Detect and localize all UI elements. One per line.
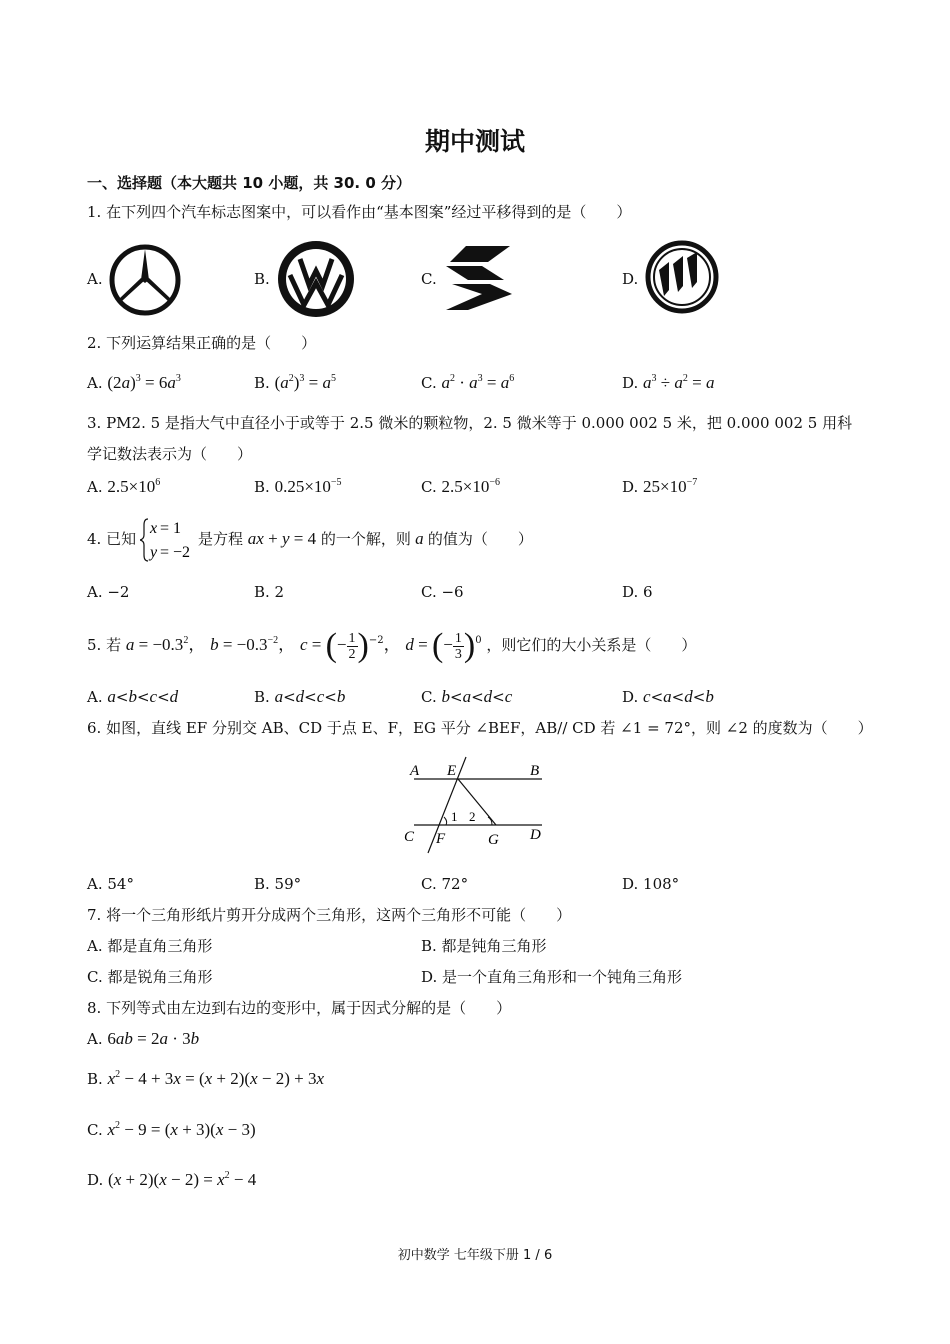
svg-text:D: D <box>530 827 541 843</box>
q7-option-c: C. 都是锐角三角形 <box>87 968 213 986</box>
page-title: 期中测试 <box>424 127 525 156</box>
q2-option-d-label: D. <box>622 374 639 392</box>
q2-option-b: B. $(a^2)^3 = a^5$ <box>254 373 337 392</box>
q8-option-c-label: C. <box>87 1121 103 1139</box>
q2-option-d: D. $a^3 \div a^2 = a$ <box>622 373 715 392</box>
question-1-stem: 1. 在下列四个汽车标志图案中，可以看作由“基本图案”经过平移得到的是（ ） <box>87 203 632 221</box>
q5-option-a: A. a<b<c<d <box>87 687 179 706</box>
question-8-stem: 8. 下列等式由左边到右边的变形中，属于因式分解的是（ ） <box>87 999 512 1017</box>
q3-option-c: C. $2.5\times 10^{-6}$ <box>421 477 500 496</box>
q5-option-b: B. a<d<c<b <box>254 687 346 706</box>
q4-mid-text: 是方程 <box>198 530 244 548</box>
q5-option-d: D. c<a<d<b <box>622 687 714 706</box>
svg-text:1: 1 <box>451 809 458 824</box>
q4-prefix: 4. 已知 <box>87 530 137 548</box>
q7-option-a: A. 都是直角三角形 <box>87 937 213 955</box>
q4-post2-text: 的值为（ ） <box>427 530 533 548</box>
q1-option-b-label: B. <box>254 270 270 288</box>
q8-option-d: D. $(x + 2)(x - 2) = x^2 - 4$ <box>87 1170 257 1189</box>
question-7-stem: 7. 将一个三角形纸片剪开分成两个三角形，这两个三角形不可能（ ） <box>87 906 572 924</box>
q7-option-b: B. 都是钝角三角形 <box>421 937 547 955</box>
q8-option-d-label: D. <box>87 1171 104 1189</box>
svg-text:C: C <box>404 829 415 845</box>
svg-text:x: x <box>150 520 158 537</box>
q1-option-a-label: A. <box>87 270 103 288</box>
q3-option-a: A. $2.5\times 10^6$ <box>87 477 161 496</box>
q5-post-text: ，则它们的大小关系是（ ） <box>486 636 697 654</box>
q3-option-c-label: C. <box>421 478 437 496</box>
q2-option-b-label: B. <box>254 374 270 392</box>
q5-option-d-label: D. <box>622 688 639 706</box>
q8-option-a-label: A. <box>87 1030 103 1048</box>
svg-text:E: E <box>447 763 457 779</box>
svg-text:= 1: = 1 <box>160 520 182 537</box>
q4-option-d: D. 6 <box>622 583 653 601</box>
q8-option-c: C. $x^2 - 9 = (x + 3)(x - 3)$ <box>87 1120 256 1139</box>
q4-option-a: A. −2 <box>87 583 130 601</box>
mercedes-logo-icon <box>108 243 182 317</box>
q2-option-c: C. $a^2 \cdot a^3 = a^6$ <box>421 373 515 392</box>
q8-option-b-label: B. <box>87 1070 103 1088</box>
equation-system <box>140 515 200 565</box>
q3-option-d-label: D. <box>622 478 639 496</box>
buick-logo-icon <box>645 240 719 314</box>
q4-option-c: C. −6 <box>421 583 464 601</box>
q5-option-c-label: C. <box>421 688 437 706</box>
suzuki-logo-icon <box>442 246 514 310</box>
q8-option-b: B. $x^2 - 4 + 3x = (x + 2)(x - 2) + 3x$ <box>87 1069 325 1088</box>
q6-option-a: A. 54° <box>87 875 134 893</box>
page-footer: 初中数学 七年级下册 1 / 6 <box>397 1248 553 1263</box>
q2-option-a: A. $(2a)^3 = 6a^3$ <box>87 373 181 392</box>
svg-text:A: A <box>410 763 420 779</box>
q3-option-b-label: B. <box>254 478 270 496</box>
q6-option-d: D. 108° <box>622 875 680 893</box>
q1-option-d-label: D. <box>622 270 639 288</box>
q1-option-c-label: C. <box>421 270 437 288</box>
q4-post-text: 的一个解，则 <box>320 530 411 548</box>
svg-text:y: y <box>150 544 158 561</box>
volkswagen-logo-icon <box>276 239 356 319</box>
q5-option-b-label: B. <box>254 688 270 706</box>
question-3-stem: 3. PM2. 5 是指大气中直径小于或等于 2.5 微米的颗粒物，2. 5 微米等于 0.000 002 5 米，把 0.000 002 5 用科 <box>87 414 853 432</box>
q8-option-a: A. 6ab = 2a · 3b <box>87 1029 200 1048</box>
svg-text:= −2: = −2 <box>160 544 191 561</box>
q2-option-a-label: A. <box>87 374 103 392</box>
q3-option-d: D. $25\times 10^{-7}$ <box>622 477 698 496</box>
q6-option-c: C. 72° <box>421 875 469 893</box>
parallel-lines-diagram <box>400 755 550 855</box>
q5-prefix: 5. 若 <box>87 636 122 654</box>
q6-option-b: B. 59° <box>254 875 302 893</box>
question-2-stem: 2. 下列运算结果正确的是（ ） <box>87 334 317 352</box>
q2-option-c-label: C. <box>421 374 437 392</box>
q5-option-c: C. b<a<d<c <box>421 687 513 706</box>
q7-option-d: D. 是一个直角三角形和一个钝角三角形 <box>421 968 683 986</box>
svg-text:F: F <box>436 831 446 847</box>
svg-text:G: G <box>488 832 499 848</box>
section-heading: 一、选择题（本大题共 10 小题，共 30. 0 分） <box>87 174 411 192</box>
q3-option-a-label: A. <box>87 478 103 496</box>
q3-option-b: B. $0.25\times 10^{-5}$ <box>254 477 342 496</box>
question-6-stem: 6. 如图，直线 EF 分别交 AB、CD 于点 E、F，EG 平分 ∠BEF，AB// CD 若 ∠1 = 72°，则 ∠2 的度数为（ ） <box>87 719 873 737</box>
q5-option-a-label: A. <box>87 688 103 706</box>
q4-option-b: B. 2 <box>254 583 285 601</box>
q4-stem: 是方程 ax + y = 4 的一个解，则 a 的值为（ ） <box>198 529 533 548</box>
question-3-stem-cont: 学记数法表示为（ ） <box>87 445 253 463</box>
svg-text:B: B <box>530 763 540 779</box>
question-5-stem: 5. 若 $a = -0.3^2$， $b = -0.3^{-2}$， c = (− $\frac{1}{2}$ )$^{-2}$， d = (− $\frac{1}{3}$ )$^0$ ，则它们的大小关系是（ ） <box>87 627 697 664</box>
svg-text:2: 2 <box>469 809 476 824</box>
